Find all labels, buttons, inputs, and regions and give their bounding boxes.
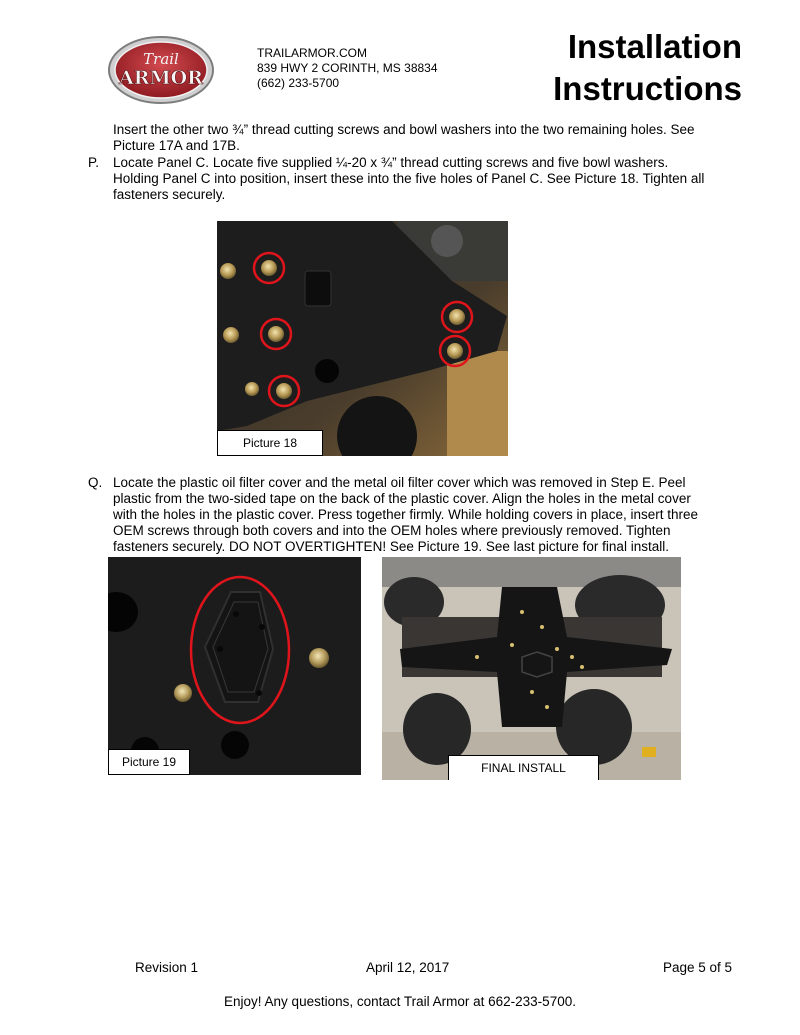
step-p-letter: P. (88, 155, 100, 170)
step-p-line: fasteners securely. (113, 187, 226, 202)
step-q-line: Locate the plastic oil filter cover and the metal oil filter cover which was removed in Step E. Peel (113, 475, 686, 490)
step-q-letter: Q. (88, 475, 103, 490)
final-install-photo (382, 557, 681, 780)
step-q-line: with the holes in the plastic cover. Press together firmly. While holding covers in place, insert three (113, 507, 699, 522)
company-address: 839 HWY 2 CORINTH, MS 38834 (257, 61, 438, 75)
step-p-line: Locate Panel C. Locate five supplied ¼-20 x ¾” thread cutting screws and five bowl washers. (113, 155, 669, 170)
panel-c-image (217, 221, 508, 456)
logo-text-bottom: ARMOR (119, 67, 203, 89)
picture-19-photo (108, 557, 361, 775)
continued-step-text (113, 122, 743, 154)
oil-filter-cover-image (108, 557, 361, 775)
company-website: TRAILARMOR.COM (257, 46, 368, 60)
title-line-2: Instructions (553, 70, 742, 107)
step-q-text (113, 475, 743, 555)
trail-armor-logo (108, 36, 214, 104)
document-title (553, 26, 742, 110)
atv-skid-plate-image (382, 557, 681, 780)
picture-18-photo (217, 221, 508, 456)
footer-page-number: Page 5 of 5 (663, 960, 733, 975)
continued-line: Insert the other two ¾” thread cutting screws and bowl washers into the two remaining holes. See (113, 122, 695, 137)
footer-date: April 12, 2017 (366, 960, 450, 975)
continued-line: Picture 17A and 17B. (113, 138, 240, 153)
step-p-line: Holding Panel C into position, insert these into the five holes of Panel C. See Picture 18. Tighten all (113, 171, 705, 186)
footer-contact-note: Enjoy! Any questions, contact Trail Armor at 662-233-5700. (224, 994, 576, 1009)
company-contact (257, 46, 438, 91)
step-q-line: plastic from the two-sided tape on the back of the plastic cover. Align the holes in the metal cover (113, 491, 691, 506)
step-q-line: fasteners securely. DO NOT OVERTIGHTEN! See Picture 19. See last picture for final install. (113, 539, 669, 554)
final-install-caption: FINAL INSTALL (448, 755, 599, 780)
picture-19-caption: Picture 19 (108, 749, 190, 775)
title-line-1: Installation (567, 28, 742, 65)
picture-18-caption: Picture 18 (217, 430, 323, 456)
step-q-line: OEM screws through both covers and into the OEM holes where previously removed. Tighten (113, 523, 671, 538)
company-phone: (662) 233-5700 (257, 76, 340, 90)
step-p-text (113, 155, 743, 203)
logo-text-top: Trail (143, 50, 179, 68)
footer-revision: Revision 1 (135, 960, 199, 975)
